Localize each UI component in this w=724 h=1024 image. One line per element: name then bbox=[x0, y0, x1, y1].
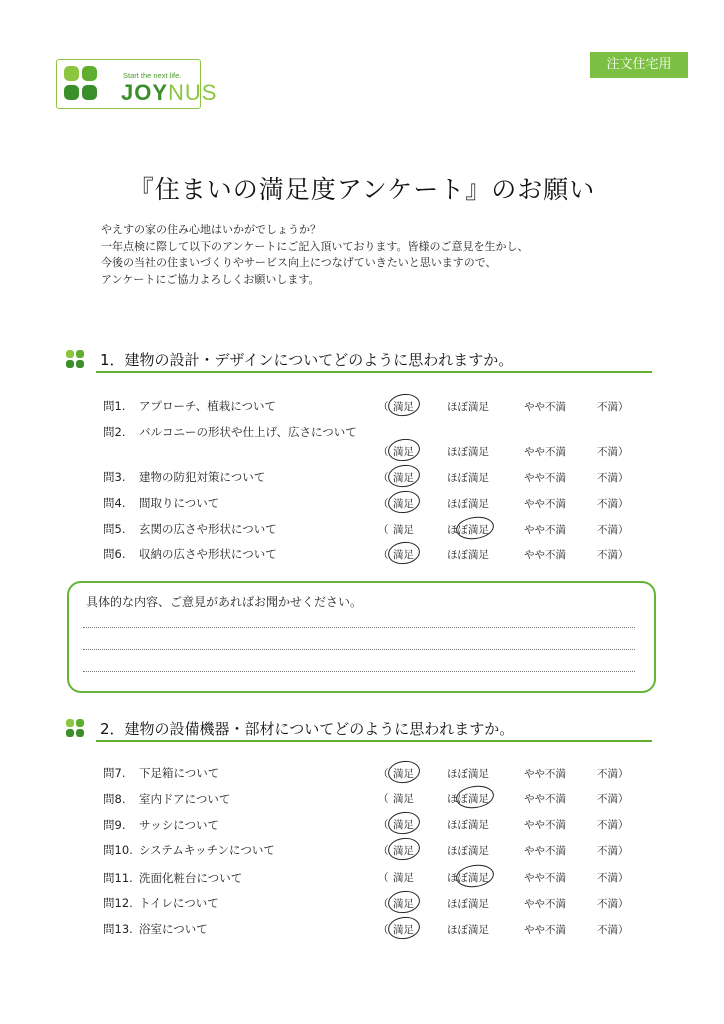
section-icon bbox=[66, 350, 88, 368]
rating-option[interactable]: 満足 bbox=[393, 898, 414, 910]
rating-option[interactable]: ほぼ満足 bbox=[447, 401, 489, 413]
rating-option[interactable]: 不満 bbox=[597, 401, 618, 413]
selected-circle-mark bbox=[387, 540, 422, 566]
rating-option[interactable]: ほぼ満足 bbox=[447, 924, 489, 936]
comment-prompt: 具体的な内容、ご意見があればお聞かせください。 bbox=[86, 595, 363, 609]
rating-option[interactable]: やや不満 bbox=[524, 472, 566, 484]
rating-option[interactable]: 不満 bbox=[597, 549, 618, 561]
paren-close: ） bbox=[618, 401, 629, 413]
rating-option[interactable]: やや不満 bbox=[524, 819, 566, 831]
selected-circle-mark bbox=[387, 889, 422, 915]
comment-line[interactable] bbox=[83, 649, 635, 650]
rating-option[interactable]: やや不満 bbox=[524, 549, 566, 561]
paren-open: （ bbox=[378, 819, 389, 831]
paren-open: （ bbox=[378, 898, 389, 910]
section1-heading: 1．建物の設計・デザインについてどのように思われますか。 bbox=[100, 351, 514, 369]
selected-circle-mark bbox=[387, 392, 422, 418]
logo-brand-light: NUS bbox=[168, 80, 218, 105]
rating-option[interactable]: 満足 bbox=[393, 872, 414, 884]
rating-option[interactable]: 不満 bbox=[597, 872, 618, 884]
rating-option[interactable]: ほぼ満足 bbox=[447, 549, 489, 561]
rating-option[interactable]: 満足 bbox=[393, 401, 414, 413]
paren-open: （ bbox=[378, 768, 389, 780]
logo-leaf-icon bbox=[82, 85, 97, 100]
rating-option[interactable]: 満足 bbox=[393, 472, 414, 484]
question-text: バルコニーの形状や仕上げ、広さについて bbox=[139, 425, 357, 439]
question-number: 問10. bbox=[103, 843, 133, 857]
selected-circle-mark bbox=[387, 836, 422, 862]
rating-option[interactable]: やや不満 bbox=[524, 498, 566, 510]
question-text: サッシについて bbox=[139, 818, 220, 832]
rating-option[interactable]: ほぼ満足 bbox=[447, 498, 489, 510]
comment-line[interactable] bbox=[83, 671, 635, 672]
selected-circle-mark bbox=[455, 514, 496, 541]
rating-option[interactable]: 不満 bbox=[597, 819, 618, 831]
question-number: 問13. bbox=[103, 922, 133, 936]
logo-leaf-icon bbox=[64, 85, 79, 100]
rating-option[interactable]: 満足 bbox=[393, 793, 414, 805]
comment-line[interactable] bbox=[83, 627, 635, 628]
rating-option[interactable]: ほぼ満足 bbox=[447, 793, 489, 805]
rating-option[interactable]: 満足 bbox=[393, 924, 414, 936]
section2-heading: 2．建物の設備機器・部材についてどのように思われますか。 bbox=[100, 720, 515, 738]
selected-circle-mark bbox=[455, 783, 496, 810]
rating-option[interactable]: 満足 bbox=[393, 524, 414, 536]
paren-open: （ bbox=[378, 498, 389, 510]
question-text: 収納の広さや形状について bbox=[139, 547, 277, 561]
selected-circle-mark bbox=[455, 862, 496, 889]
paren-close: ） bbox=[618, 472, 629, 484]
rating-option[interactable]: 満足 bbox=[393, 446, 414, 458]
paren-open: （ bbox=[378, 845, 389, 857]
question-label bbox=[103, 424, 357, 440]
rating-option[interactable]: やや不満 bbox=[524, 845, 566, 857]
rating-option[interactable]: ほぼ満足 bbox=[447, 446, 489, 458]
rating-option[interactable]: やや不満 bbox=[524, 924, 566, 936]
question-number: 問11. bbox=[103, 871, 133, 885]
rating-option[interactable]: 不満 bbox=[597, 524, 618, 536]
paren-open: （ bbox=[378, 793, 389, 805]
intro-line: やえすの家の住み心地はいかがでしょうか？ bbox=[101, 223, 321, 236]
question-label bbox=[103, 546, 277, 562]
logo-leaf-icon bbox=[82, 66, 97, 81]
question-label bbox=[103, 791, 230, 807]
question-number: 問3. bbox=[103, 470, 126, 484]
question-number: 問12. bbox=[103, 896, 133, 910]
logo-brand-bold: JOY bbox=[121, 80, 169, 105]
rating-option[interactable]: 満足 bbox=[393, 845, 414, 857]
rating-option[interactable]: 不満 bbox=[597, 498, 618, 510]
paren-open: （ bbox=[378, 524, 389, 536]
question-label bbox=[103, 495, 219, 511]
rating-option[interactable]: 満足 bbox=[393, 549, 414, 561]
rating-option[interactable]: やや不満 bbox=[524, 446, 566, 458]
rating-option[interactable]: やや不満 bbox=[524, 401, 566, 413]
order-house-badge: 注文住宅用 bbox=[590, 52, 688, 78]
question-label bbox=[103, 817, 219, 833]
paren-open: （ bbox=[378, 924, 389, 936]
rating-option[interactable]: やや不満 bbox=[524, 793, 566, 805]
question-text: 室内ドアについて bbox=[139, 792, 231, 806]
question-label bbox=[103, 469, 265, 485]
question-text: 浴室について bbox=[139, 922, 208, 936]
rating-option[interactable]: やや不満 bbox=[524, 768, 566, 780]
rating-option[interactable]: ほぼ満足 bbox=[447, 898, 489, 910]
rating-option[interactable]: 不満 bbox=[597, 845, 618, 857]
question-text: トイレについて bbox=[139, 896, 219, 910]
paren-close: ） bbox=[618, 845, 629, 857]
paren-close: ） bbox=[618, 872, 629, 884]
intro-line: 一年点検に際して以下のアンケートにご記入頂いております。皆様のご意見を生かし、 bbox=[101, 239, 529, 253]
rating-option[interactable]: 不満 bbox=[597, 446, 618, 458]
paren-close: ） bbox=[618, 819, 629, 831]
question-number: 問8. bbox=[103, 792, 126, 806]
rating-option[interactable]: 満足 bbox=[393, 498, 414, 510]
section-icon bbox=[66, 719, 88, 737]
question-label bbox=[103, 921, 208, 937]
logo-tagline: Start the next life. bbox=[123, 71, 182, 80]
rating-option[interactable]: ほぼ満足 bbox=[447, 472, 489, 484]
logo-brand bbox=[121, 80, 217, 106]
question-label bbox=[103, 521, 277, 537]
question-number: 問1. bbox=[103, 399, 126, 413]
paren-close: ） bbox=[618, 524, 629, 536]
selected-circle-mark bbox=[387, 437, 422, 463]
question-number: 問2. bbox=[103, 425, 126, 439]
paren-close: ） bbox=[618, 793, 629, 805]
rating-option[interactable]: 不満 bbox=[597, 898, 618, 910]
question-label bbox=[103, 842, 275, 858]
question-text: 下足箱について bbox=[139, 766, 220, 780]
paren-open: （ bbox=[378, 446, 389, 458]
question-label bbox=[103, 895, 219, 911]
rating-option[interactable]: 不満 bbox=[597, 768, 618, 780]
question-number: 問5. bbox=[103, 522, 126, 536]
rating-option[interactable]: 不満 bbox=[597, 472, 618, 484]
rating-option[interactable]: ほぼ満足 bbox=[447, 845, 489, 857]
rating-option[interactable]: ほぼ満足 bbox=[447, 524, 489, 536]
selected-circle-mark bbox=[387, 489, 422, 515]
paren-close: ） bbox=[618, 549, 629, 561]
selected-circle-mark bbox=[387, 759, 422, 785]
intro-line: 今後の当社の住まいづくりやサービス向上につなげていきたいと思いますので、 bbox=[101, 256, 497, 269]
selected-circle-mark bbox=[387, 810, 422, 836]
logo-leaf-icon bbox=[64, 66, 79, 81]
comment-box bbox=[67, 581, 656, 693]
intro-line: アンケートにご協力よろしくお願いします。 bbox=[101, 272, 320, 286]
question-number: 問4. bbox=[103, 496, 126, 510]
section1-divider bbox=[96, 371, 652, 373]
paren-close: ） bbox=[618, 768, 629, 780]
selected-circle-mark bbox=[387, 915, 422, 941]
paren-open: （ bbox=[378, 549, 389, 561]
paren-close: ） bbox=[618, 898, 629, 910]
rating-option[interactable]: やや不満 bbox=[524, 872, 566, 884]
question-label bbox=[103, 870, 242, 886]
rating-option[interactable]: やや不満 bbox=[524, 524, 566, 536]
question-number: 問7. bbox=[103, 766, 126, 780]
rating-option[interactable]: 不満 bbox=[597, 793, 618, 805]
rating-option[interactable]: ほぼ満足 bbox=[447, 819, 489, 831]
question-number: 問9. bbox=[103, 818, 126, 832]
rating-option[interactable]: ほぼ満足 bbox=[447, 872, 489, 884]
question-text: 間取りについて bbox=[139, 496, 220, 510]
question-text: 洗面化粧台について bbox=[139, 871, 243, 885]
question-text: 建物の防犯対策について bbox=[139, 470, 266, 484]
rating-option[interactable]: 満足 bbox=[393, 819, 414, 831]
section2-divider bbox=[96, 740, 652, 742]
page-title: 『住まいの満足度アンケート』のお願い bbox=[128, 175, 596, 204]
paren-open: （ bbox=[378, 872, 389, 884]
question-label bbox=[103, 765, 219, 781]
rating-option[interactable]: やや不満 bbox=[524, 898, 566, 910]
question-text: 玄関の広さや形状について bbox=[139, 522, 277, 536]
question-label bbox=[103, 398, 276, 414]
company-logo bbox=[56, 59, 218, 109]
paren-close: ） bbox=[618, 446, 629, 458]
paren-close: ） bbox=[618, 924, 629, 936]
paren-open: （ bbox=[378, 401, 389, 413]
rating-option[interactable]: 満足 bbox=[393, 768, 414, 780]
selected-circle-mark bbox=[387, 463, 422, 489]
question-text: アプローチ、植栽について bbox=[139, 399, 276, 413]
paren-close: ） bbox=[618, 498, 629, 510]
rating-option[interactable]: ほぼ満足 bbox=[447, 768, 489, 780]
rating-option[interactable]: 不満 bbox=[597, 924, 618, 936]
question-text: システムキッチンについて bbox=[139, 843, 275, 857]
paren-open: （ bbox=[378, 472, 389, 484]
question-number: 問6. bbox=[103, 547, 126, 561]
intro-text bbox=[101, 222, 681, 288]
